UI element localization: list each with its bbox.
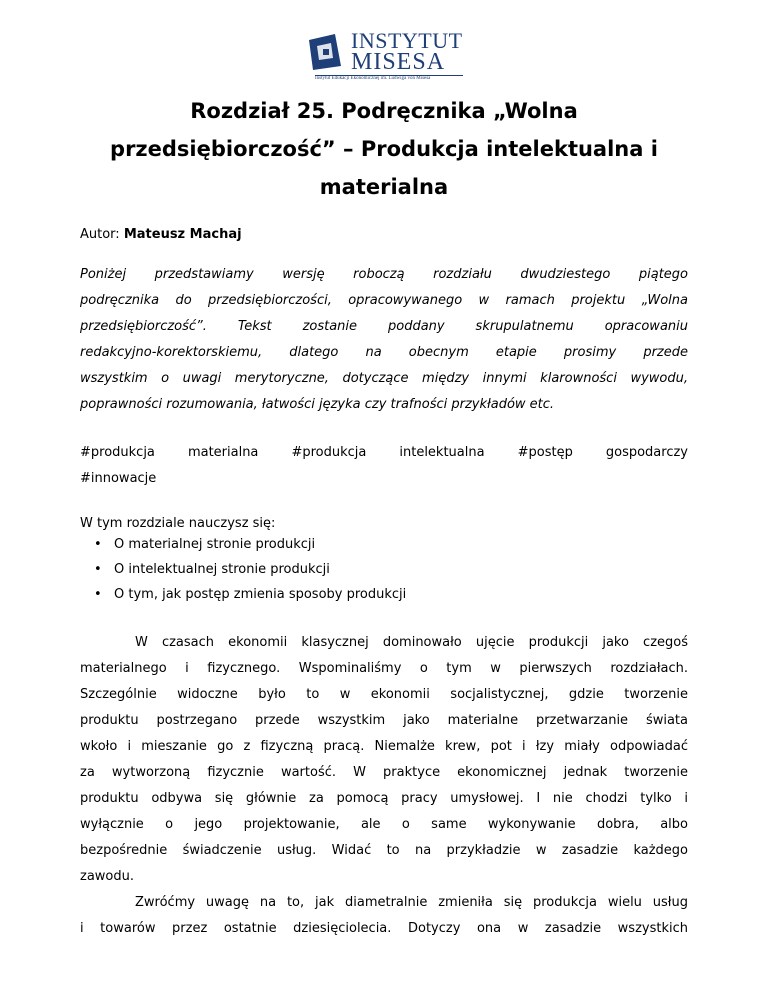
body-line: W czasach ekonomii klasycznej dominowało ujęcie produkcji jako czegoś [135,635,688,650]
tags-paragraph [80,440,688,492]
author-line [80,227,242,242]
intro-line: wszystkim o uwagi merytoryczne, dotyczące między innymi klarowności wywodu, [80,371,688,386]
body-line: i towarów przez ostatnie dziesięciolecia. Dotyczy ona w zasadzie wszystkich [80,921,688,936]
institute-logo [305,30,465,80]
body-line: produktu postrzegano przede wszystkim jako materialne przetwarzanie świata [80,713,688,728]
body-line: zawodu. [80,869,134,884]
title-line: Rozdział 25. Podręcznika „Wolna [190,99,578,123]
list-item [94,562,330,577]
list-item-text: O materialnej stronie produkcji [114,537,316,552]
logo-subtitle: Instytut Edukacji Ekonomicznej im. Ludwiga von Misesa [315,76,431,81]
body-line: za wytworzoną fizycznie wartość. W praktyce ekonomicznej jednak tworzenie [80,765,688,780]
list-item-text: O tym, jak postęp zmienia sposoby produkcji [114,587,407,602]
list-item [94,587,407,602]
logo-name-line1: INSTYTUT [351,28,463,53]
learn-heading: W tym rozdziale nauczysz się: [80,516,276,531]
title-line: przedsiębiorczość” – Produkcja intelektualna i [110,137,658,161]
body-line: wyłącznie o jego projektowanie, ale o same wykonywanie dobra, albo [80,817,688,832]
intro-line: Poniżej przedstawiamy wersję roboczą rozdziału dwudziestego piątego [80,267,688,282]
list-item [94,537,316,552]
document-title [80,92,688,206]
bullet-icon: • [94,587,102,602]
intro-line: podręcznika do przedsiębiorczości, opracowywanego w ramach projektu „Wolna [80,293,688,308]
body-line: Szczególnie widoczne było to w ekonomii socjalistycznej, gdzie tworzenie [80,687,688,702]
body-paragraph [80,630,688,890]
body-line: materialnego i fizycznego. Wspominaliśmy o tym w pierwszych rozdziałach. [80,661,688,676]
body-line: bezpośrednie świadczenie usług. Widać to na przykładzie w zasadzie każdego [80,843,688,858]
intro-line: redakcyjno-korektorskiemu, dlatego na obecnym etapie prosimy przede [80,345,688,360]
tags-line: #innowacje [80,471,157,486]
intro-paragraph [80,262,688,418]
body-paragraph [80,890,688,942]
list-item-text: O intelektualnej stronie produkcji [114,562,330,577]
bullet-icon: • [94,562,102,577]
title-line: materialna [319,175,449,199]
logo-name-line2: MISESA [351,49,446,75]
body-line: produktu odbywa się głównie za pomocą pracy umysłowej. I nie chodzi tylko i [80,791,688,806]
author-label: Autor: [80,227,120,242]
intro-line: poprawności rozumowania, łatwości języka czy trafności przykładów etc. [80,397,555,412]
tags-line: #produkcja materialna #produkcja intelektualna #postęp gospodarczy [80,445,688,460]
intro-line: przedsiębiorczość”. Tekst zostanie poddany skrupulatnemu opracowaniu [80,319,688,334]
body-line: wkoło i mieszanie go z fizyczną pracą. Niemalże krew, pot i łzy miały odpowiadać [80,739,688,754]
author-name: Mateusz Machaj [123,227,242,242]
bullet-icon: • [94,537,102,552]
body-line: Zwróćmy uwagę na to, jak diametralnie zmieniła się produkcja wielu usług [135,895,688,910]
logo-emblem-icon [305,32,345,72]
